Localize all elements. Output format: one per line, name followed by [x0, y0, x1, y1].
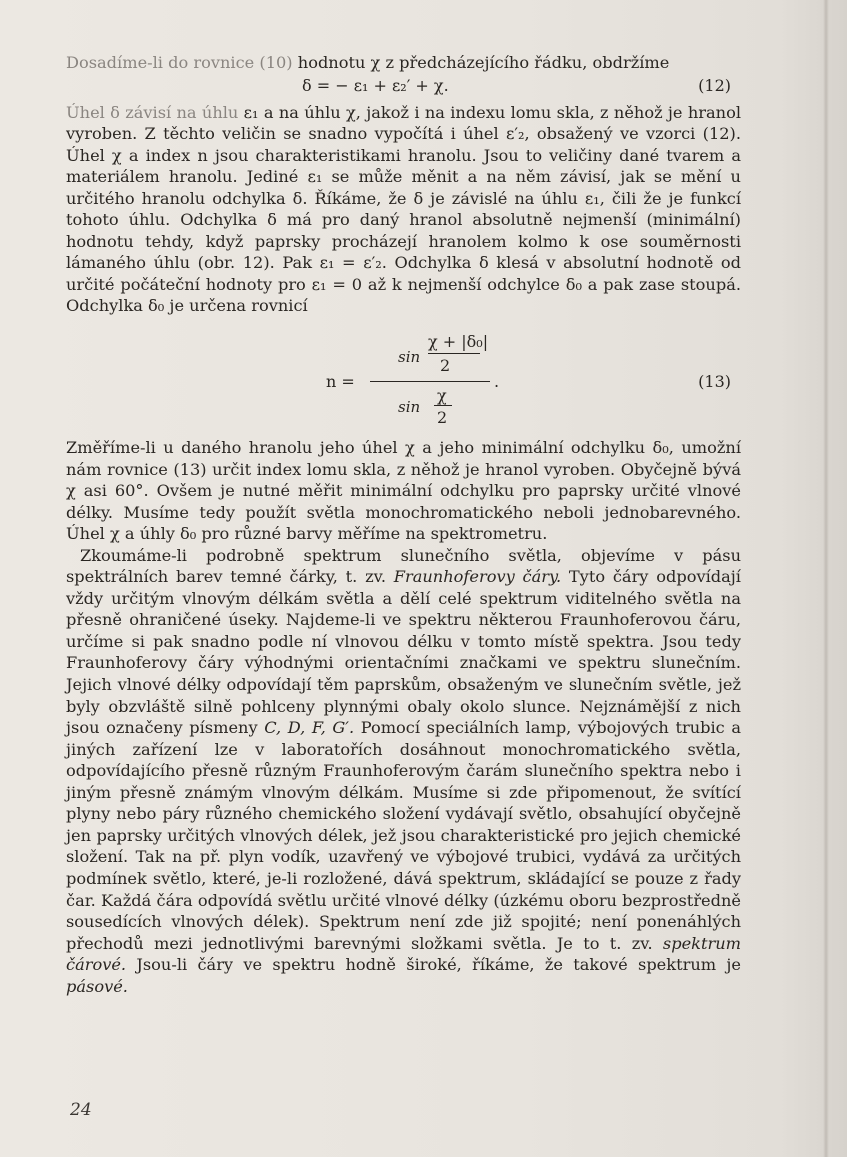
- fraunhofer-text-d: Jsou-li čáry ve spektru hodně široké, říkáme, že takové spektrum je: [126, 955, 741, 975]
- fraunhofer-text-c: Pomocí speciálních lamp, výbojových trubic a jiných zařízení lze v laboratořích dosáhnout monochromatického světla, odpovídajícího přesně různým Fraunhoferovým čarám slunečního spektra nebo i jiným přesně známým vlnovým délkám. Musíme si zde připomenout, že svítící plyny nebo páry různého chemického složení vydávají světlo, obsahující obyčejně jen paprsky určitých vlnových délek, jež jsou charakteristické pro jejich chemické složení. Tak na př. plyn vodík, uzavřený ve výbojové trubici, vydává za určitých podmínek světlo, které, je-li rozložené, dává spektrum, skládající se pouze z řady čar. Každá čára odpovídá světlu určité vlnové délky (úzkému oboru bezprostředně sousedících vlnových délek). Spektrum není zde již spojité; není ponenáhlých přechodů mezi jednotlivými barevnými složkami světla. Je to t. zv.: [66, 718, 741, 953]
- paragraph-deviation: [66, 102, 741, 317]
- page-content: [66, 52, 741, 997]
- equation-13-den-bar: [434, 405, 452, 406]
- intro-faded-text: Dosadíme-li do rovnice (10): [66, 53, 293, 72]
- equation-13: [66, 325, 741, 429]
- fraunhofer-letters: C, D, F, G′.: [264, 718, 355, 738]
- page-number: 24: [70, 1100, 92, 1120]
- paragraph-deviation-text: ε₁ a na úhlu χ, jakož i na indexu lomu skla, z něhož je hranol vyroben. Z těchto veličin se snadno vypočítá i úhel ε′₂, obsažený ve vzorci (12). Úhel χ a index n jsou charakteristikami hranolu. Jsou to veličiny dané tvarem a materiálem hranolu. Jediné ε₁ se může měnit a na něm závisí, jak se mění u určitého hranolu odchylka δ. Říkáme, že δ je závislé na úhlu ε₁, čili že je funkcí tohoto úhlu. Odchylka δ má pro daný hranol absolutně nejmenší (minimální) hodnotu tehdy, když paprsky procházejí hranolem kolmo k ose souměrnosti lámaného úhlu (obr. 12). Pak ε₁ = ε′₂. Odchylka δ klesá v absolutní hodnotě od určité počáteční hodnoty pro ε₁ = 0 až k nejmenší odchylce δ₀ a pak zase stoupá. Odchylka δ₀ je určena rovnicí: [66, 102, 741, 316]
- equation-12-number: (12): [698, 75, 731, 95]
- paragraph-fraunhofer: [66, 545, 741, 997]
- page-edge-shadow: [823, 0, 829, 1157]
- paragraph-deviation-faded: Úhel δ závisí na úhlu: [66, 102, 239, 122]
- equation-13-num-sin: sin: [398, 348, 421, 367]
- equation-13-fraction-line: [370, 381, 490, 382]
- intro-paragraph: [66, 52, 741, 74]
- equation-13-period: .: [494, 372, 500, 392]
- equation-13-den-top: χ: [437, 386, 447, 406]
- paragraph-minimum-deviation: Změříme-li u daného hranolu jeho úhel χ a jeho minimální odchylku δ₀, umožní nám rovnice (13) určit index lomu skla, z něhož je hranol vyroben. Obyčejně bývá χ asi 60°. Ovšem je nutné měřit minimální odchylku pro paprsky určité vlnové délky. Musíme tedy použít světla monochromatického neboli jednobarevného. Úhel χ a úhly δ₀ pro různé barvy měříme na spektrometru.: [66, 438, 741, 544]
- line-spectrum-term: spektrum čárové.: [66, 933, 741, 975]
- fraunhofer-text-b: Tyto čáry odpovídají vždy určitým vlnovým délkám světla a dělí celé spektrum viditelného světla na přesně ohraničené úseky. Najdeme-li ve spektru některou Fraunhoferovou čáru, určíme si pak snadno podle ní vlnovou délku v tomto místě spektra. Jsou tedy Fraunhoferovy čáry výhodnými orientačními značkami ve spektru slunečním. Jejich vlnové délky odpovídají těm paprskům, obsaženým ve slunečním světle, jež byly obzvláště silně pohlceny plynnými obaly okolo slunce. Nejznámější z nich jsou označeny písmeny: [66, 567, 741, 738]
- equation-13-num-bottom: 2: [440, 356, 451, 376]
- band-spectrum-term: pásové.: [66, 976, 128, 996]
- equation-13-num-top: χ + |δ₀|: [428, 332, 489, 352]
- intro-text: hodnotu χ z předcházejícího řádku, obdržíme: [292, 53, 670, 72]
- equation-13-num-bar: [428, 353, 480, 354]
- fraunhofer-term: Fraunhoferovy čáry.: [393, 567, 562, 587]
- equation-12: [66, 75, 741, 98]
- equation-13-number: (13): [698, 372, 731, 392]
- equation-12-expression: δ = − ε₁ + ε₂′ + χ.: [302, 75, 449, 95]
- fraunhofer-text-a: Zkoumáme-li podrobně spektrum slunečního světla, objevíme v pásu spektrálních barev temné čárky, t. zv.: [66, 545, 741, 587]
- equation-13-lhs: n =: [326, 372, 355, 392]
- equation-13-den-sin: sin: [398, 398, 421, 417]
- equation-13-den-bottom: 2: [437, 408, 448, 428]
